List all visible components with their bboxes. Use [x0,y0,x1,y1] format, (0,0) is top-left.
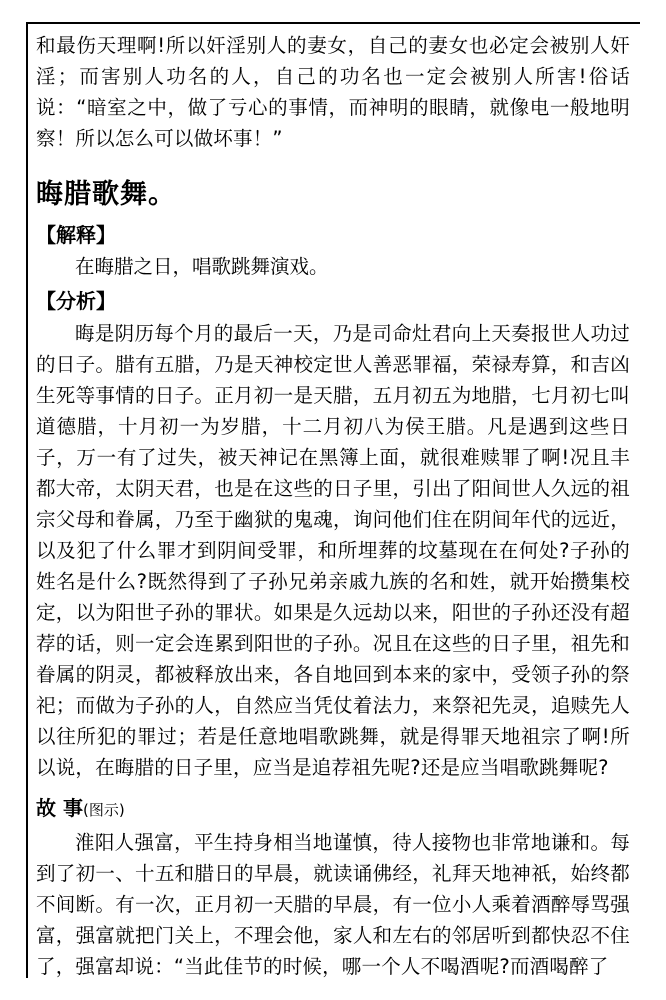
section-text-analysis: 晦是阴历每个月的最后一天，乃是司命灶君向上天奏报世人功过的日子。腊有五腊，乃是天神校定世人善恶罪福，荣禄寿算，和吉凶生死等事情的日子。正月初一是天腊，五月初五为地腊，七月初七叫道德腊，十月初一为岁腊，十二月初八为侯王腊。凡是遇到这些日子，万一有了过失，被天神记在黑簿上面，就很难赎罪了啊!况且丰都大帝，太阴天君，也是在这些的日子里，引出了阳间世人久远的祖宗父母和眷属，乃至于幽狱的鬼魂，询问他们住在阴间年代的远近，以及犯了什么罪才到阴间受罪，和所埋葬的坟墓现在在何处?子孙的姓名是什么?既然得到了子孙兄弟亲戚九族的名和姓，就开始攒集校定，以为阳世子孙的罪状。如果是久远劫以来，阳世的子孙还没有超荐的话，则一定会连累到阳世的子孙。况且在这些的日子里，祖先和眷属的阴灵，都被释放出来，各自地回到本来的家中，受领子孙的祭祀；而做为子孙的人，自然应当凭仗着法力，来祭祀先灵，追赎先人以往所犯的罪过；若是任意地唱歌跳舞，就是得罪天地祖宗了啊!所以说，在晦腊的日子里，应当是追荐祖先呢?还是应当唱歌跳舞呢? [36,322,630,779]
section-label-explanation: 【解释】 [36,223,116,247]
story-note: (图示) [82,801,125,819]
story-text: 淮阳人强富，平生持身相当地谨慎，待人接物也非常地谦和。每到了初一、十五和腊日的早晨，就读诵佛经，礼拜天地神祇，始终都不间断。有一次，正月初一天腊的早晨，有一位小人乘着酒醉辱骂强富，强富就把门关上，不理会他，家人和左右的邻居听到都快忍不住了，强富却说：“当此佳节的时候，哪一个人不喝酒呢?而酒喝醉了 [36,831,630,978]
story-heading [36,793,630,825]
top-paragraph: 和最伤天理啊!所以奸淫别人的妻女，自己的妻女也必定会被别人奸淫；而害别人功名的人，自己的功名也一定会被别人所害!俗话说：“暗室之中，做了亏心的事情，而神明的眼睛，就像电一般地明察！所以怎么可以做坏事！” [36,34,630,150]
section-text-explanation: 在晦腊之日，唱歌跳舞演戏。 [75,255,329,278]
page-title: 晦腊歌舞。 [36,179,176,210]
section-label-analysis: 【分析】 [36,289,116,313]
story-label: 故 事 [36,796,83,820]
page-content [36,30,636,982]
